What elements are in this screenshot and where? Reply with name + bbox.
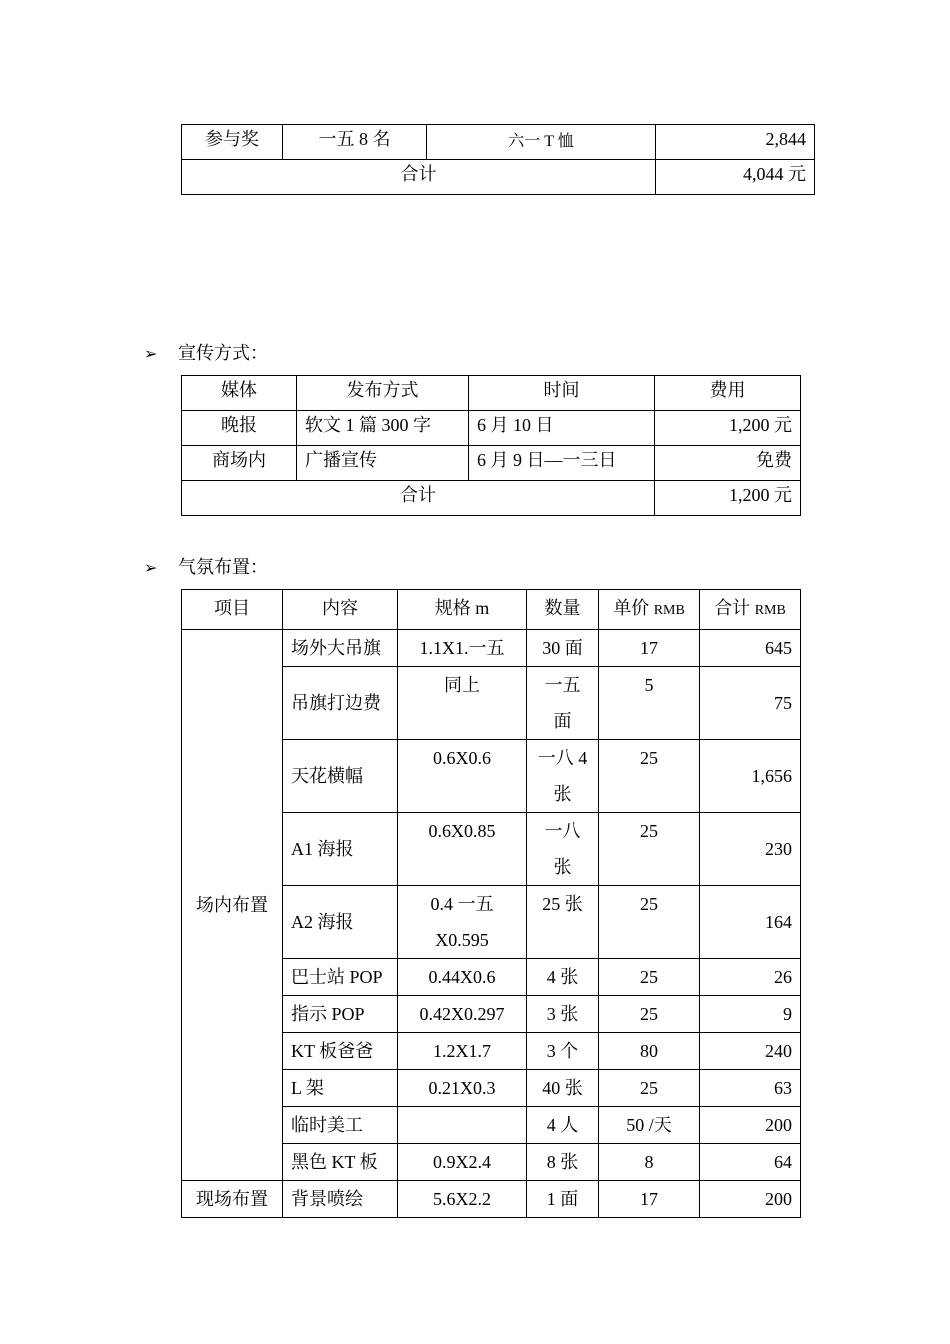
section-heading-decor	[144, 555, 268, 581]
table-row	[182, 411, 801, 446]
cell-spec: 0.4 一五 X0.595	[398, 886, 527, 959]
column-header: 内容	[283, 590, 398, 630]
cell-content: 场外大吊旗	[283, 630, 398, 667]
cell-qty: 一八 4 张	[527, 740, 599, 813]
cell-price: 80	[599, 1033, 700, 1070]
cell-qty: 4 张	[527, 959, 599, 996]
cell-price: 25	[599, 740, 700, 813]
table-row	[182, 160, 815, 195]
table-row	[182, 481, 801, 516]
cell-total: 645	[700, 630, 801, 667]
promo-table	[181, 375, 801, 516]
column-header-price: 单价 RMB	[599, 590, 700, 630]
total-label: 合计	[182, 481, 655, 516]
cell-price: 50 /天	[599, 1107, 700, 1144]
cell-price: 25	[599, 886, 700, 959]
cell: 6 月 9 日—一三日	[469, 446, 655, 481]
cell-spec: 0.6X0.6	[398, 740, 527, 813]
cell-spec: 同上	[398, 667, 527, 740]
column-header-total: 合计 RMB	[700, 590, 801, 630]
table-row	[182, 630, 801, 667]
cell-qty: 40 张	[527, 1070, 599, 1107]
header-row	[182, 376, 801, 411]
cell-qty: 一五 面	[527, 667, 599, 740]
cell-qty: 3 个	[527, 1033, 599, 1070]
cell-content: KT 板爸爸	[283, 1033, 398, 1070]
cell-qty: 3 张	[527, 996, 599, 1033]
group-label: 场内布置	[182, 630, 283, 1181]
cell-price: 8	[599, 1144, 700, 1181]
cell-total: 240	[700, 1033, 801, 1070]
prize-count: 一五 8 名	[283, 125, 427, 160]
prize-item: 六一 T 恤	[427, 125, 656, 160]
prize-name: 参与奖	[182, 125, 283, 160]
column-header: 费用	[655, 376, 801, 411]
cell-total: 63	[700, 1070, 801, 1107]
cell-content: 吊旗打边费	[283, 667, 398, 740]
cell-qty: 30 面	[527, 630, 599, 667]
decor-table	[181, 589, 801, 1218]
table-row	[182, 446, 801, 481]
cell-content: 指示 POP	[283, 996, 398, 1033]
cell-qty: 一八 张	[527, 813, 599, 886]
cell-content: 巴士站 POP	[283, 959, 398, 996]
cell-total: 230	[700, 813, 801, 886]
cell-content: 黑色 KT 板	[283, 1144, 398, 1181]
cell-spec: 0.9X2.4	[398, 1144, 527, 1181]
column-header: 规格 m	[398, 590, 527, 630]
cell-spec: 0.42X0.297	[398, 996, 527, 1033]
bullet-arrow-icon: ➢	[144, 560, 158, 577]
cell-qty: 8 张	[527, 1144, 599, 1181]
cell-content: 背景喷绘	[283, 1181, 398, 1218]
cell-qty: 25 张	[527, 886, 599, 959]
column-header: 项目	[182, 590, 283, 630]
cell-total: 75	[700, 667, 801, 740]
table-row	[182, 1181, 801, 1218]
cell-spec	[398, 1107, 527, 1144]
cell: 免费	[655, 446, 801, 481]
cell: 晚报	[182, 411, 297, 446]
cell-content: 天花横幅	[283, 740, 398, 813]
cell-price: 25	[599, 1070, 700, 1107]
column-header: 时间	[469, 376, 655, 411]
bullet-arrow-icon: ➢	[144, 346, 158, 363]
cell: 软文 1 篇 300 字	[297, 411, 469, 446]
cell-price: 17	[599, 1181, 700, 1218]
cell-spec: 1.2X1.7	[398, 1033, 527, 1070]
cell-spec: 5.6X2.2	[398, 1181, 527, 1218]
cell-price: 25	[599, 996, 700, 1033]
cell-price: 25	[599, 813, 700, 886]
cell-qty: 1 面	[527, 1181, 599, 1218]
column-header: 发布方式	[297, 376, 469, 411]
cell: 6 月 10 日	[469, 411, 655, 446]
column-header: 数量	[527, 590, 599, 630]
header-row	[182, 590, 801, 630]
cell-total: 200	[700, 1181, 801, 1218]
cell-spec: 1.1X1.一五	[398, 630, 527, 667]
cell: 1,200 元	[655, 411, 801, 446]
cell-content: 临时美工	[283, 1107, 398, 1144]
cell-spec: 0.21X0.3	[398, 1070, 527, 1107]
group-label: 现场布置	[182, 1181, 283, 1218]
column-header: 媒体	[182, 376, 297, 411]
heading-text: 宣传方式：	[178, 343, 268, 363]
cell-price: 5	[599, 667, 700, 740]
cell-total: 64	[700, 1144, 801, 1181]
cell-total: 26	[700, 959, 801, 996]
cell: 商场内	[182, 446, 297, 481]
total-value: 4,044 元	[656, 160, 815, 195]
cell-total: 200	[700, 1107, 801, 1144]
cell-content: A1 海报	[283, 813, 398, 886]
cell-spec: 0.44X0.6	[398, 959, 527, 996]
table-row	[182, 125, 815, 160]
cell-price: 17	[599, 630, 700, 667]
cell-total: 9	[700, 996, 801, 1033]
prize-amount: 2,844	[656, 125, 815, 160]
cell-content: A2 海报	[283, 886, 398, 959]
cell-content: L 架	[283, 1070, 398, 1107]
cell-qty: 4 人	[527, 1107, 599, 1144]
cell: 广播宣传	[297, 446, 469, 481]
heading-text: 气氛布置：	[178, 557, 268, 577]
total-label: 合计	[182, 160, 656, 195]
section-heading-promo	[144, 341, 268, 367]
cell-price: 25	[599, 959, 700, 996]
cell-total: 164	[700, 886, 801, 959]
total-value: 1,200 元	[655, 481, 801, 516]
cell-spec: 0.6X0.85	[398, 813, 527, 886]
cell-total: 1,656	[700, 740, 801, 813]
prize-table	[181, 124, 815, 195]
